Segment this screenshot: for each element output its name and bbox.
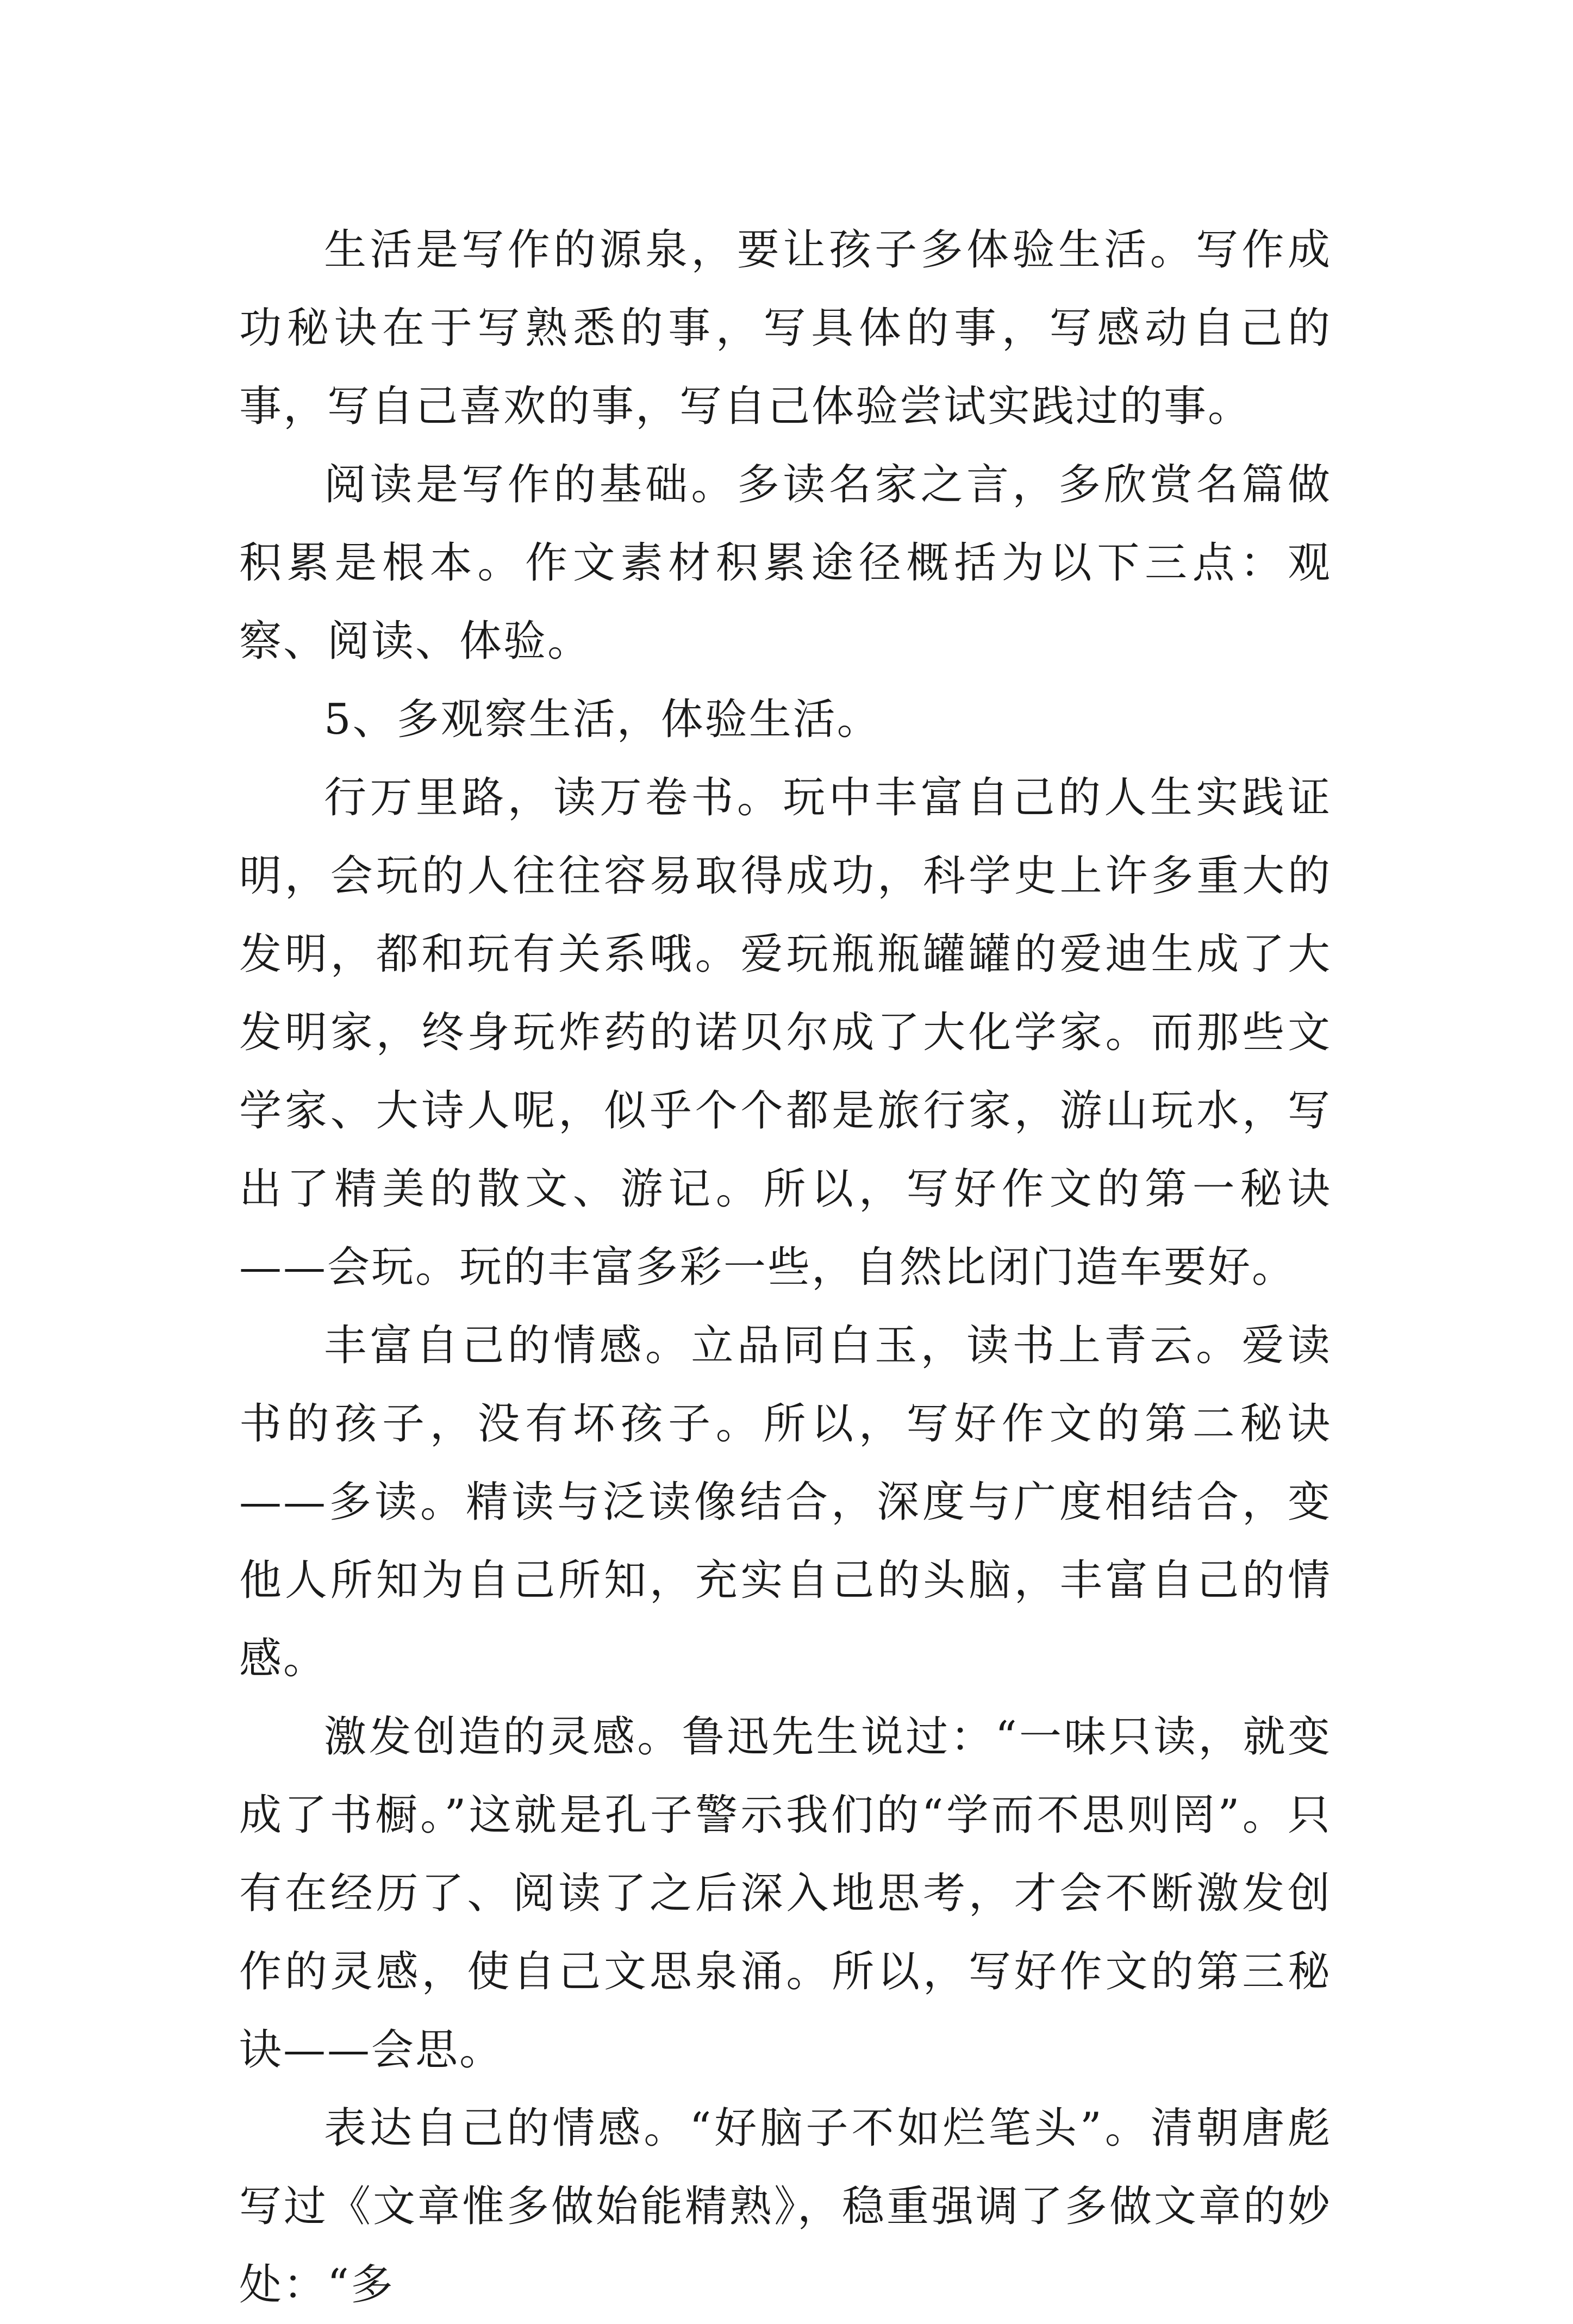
paragraph-enrich-emotion: 丰富自己的情感。立品同白玉，读书上青云。爱读书的孩子，没有坏孩子。所以，写好作文的第二秘诀——多读。精读与泛读像结合，深度与广度相结合，变他人所知为自己所知，充实自己的头脑，丰富自己的情感。 (239, 1321, 1332, 1683)
paragraph-reading-foundation: 阅读是写作的基础。多读名家之言，多欣赏名篇做积累是根本。作文素材积累途径概括为以下三点：观察、阅读、体验。 (239, 460, 1332, 666)
section-heading-observe: 5、多观察生活，体验生活。 (324, 695, 881, 744)
document-body (239, 211, 1332, 2324)
paragraph-inspiration: 激发创造的灵感。鲁迅先生说过：“一味只读，就变成了书橱。”这就是孔子警示我们的“学而不思则罔”。只有在经历了、阅读了之后深入地思考，才会不断激发创作的灵感，使自己文思泉涌。所以，写好作文的第三秘诀——会思。 (239, 1713, 1332, 2075)
paragraph-travel-play: 行万里路，读万卷书。玩中丰富自己的人生实践证明，会玩的人往往容易取得成功，科学史上许多重大的发明，都和玩有关系哦。爱玩瓶瓶罐罐的爱迪生成了大发明家，终身玩炸药的诺贝尔成了大化学家。而那些文学家、大诗人呢，似乎个个都是旅行家，游山玩水，写出了精美的散文、游记。所以，写好作文的第一秘诀——会玩。玩的丰富多彩一些，自然比闭门造车要好。 (239, 773, 1332, 1292)
paragraph-express-emotion: 表达自己的情感。“好脑子不如烂笔头”。清朝唐彪写过《文章惟多做始能精熟》，稳重强调了多做文章的妙处：“多 (239, 2104, 1332, 2309)
paragraph-life-source: 生活是写作的源泉，要让孩子多体验生活。写作成功秘诀在于写熟悉的事，写具体的事，写感动自己的事，写自己喜欢的事，写自己体验尝试实践过的事。 (239, 226, 1332, 431)
